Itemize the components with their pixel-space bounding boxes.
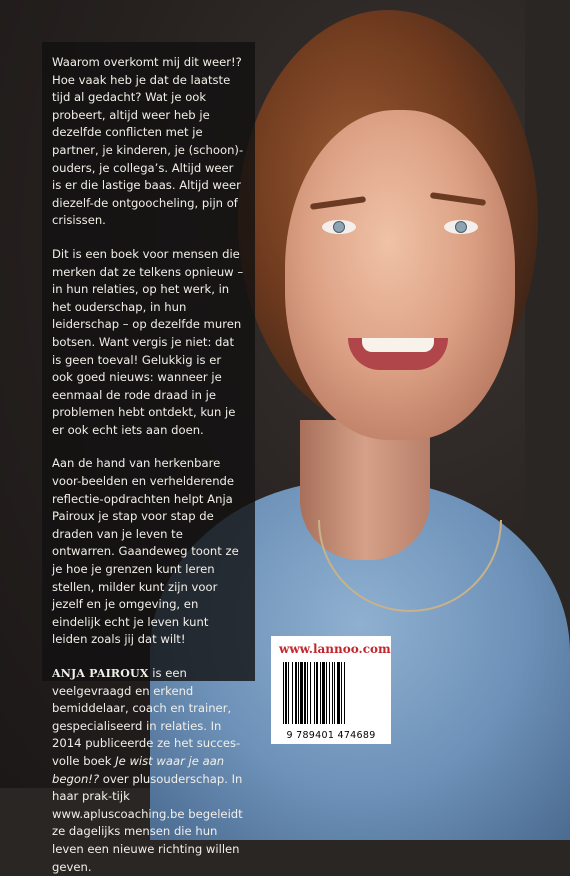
publisher-url[interactable]: www.lannoo.com bbox=[279, 642, 391, 656]
portrait-face bbox=[285, 110, 515, 440]
left-eye bbox=[322, 220, 356, 234]
book-title-reference: Je wist waar je aan begon!? bbox=[52, 753, 225, 786]
right-eye bbox=[444, 220, 478, 234]
isbn-number: 9 789401 474689 bbox=[286, 730, 376, 741]
author-bio-text-2: over plusouderschap. In haar prak-tijk www.apluscoaching.be begeleidt ze dagelijks mensen die hun leven een nieuwe richting willen geven. bbox=[52, 771, 243, 874]
blurb-paragraph-3: Aan de hand van herkenbare voor-beelden en verhelderende reflectie-opdrachten helpt Anja Pairoux je stap voor stap de draden van je leven te ontwarren. Gaandeweg toont ze je hoe je grenzen kunt leren stellen, milder kunt zijn voor jezelf en je omgeving, en eindelijk echt je leven kunt leiden zoals jij dat wilt! bbox=[52, 456, 239, 647]
blurb-paragraph-2: Dit is een boek voor mensen die merken dat ze telkens opnieuw – in hun relaties, op het werk, in het ouderschap, in hun leiderschap – op dezelfde muren botsen. Want vergis je niet: dat is geen toeval! Gelukkig is er ook goed nieuws: wanneer je eenmaal de rode draad in je problemen hebt ontdekt, kun je er ook echt iets aan doen. bbox=[52, 246, 244, 437]
author-bio-text-1: is een veelgevraagd en erkend bemiddelaar, coach en trainer, gespecialiseerd in relaties. In 2014 publiceerde ze het succes-volle boek bbox=[52, 666, 241, 768]
author-bio bbox=[52, 665, 245, 876]
blurb-paragraph-1: Waarom overkomt mij dit weer!? Hoe vaak heb je dat de laatste tijd al gedacht? Wat je ook probeert, altijd weer heb je dezelfde conflicten met je partner, je kinderen, je (schoon)-ouders, je collega’s. Altijd weer is er die lastige baas. Altijd weer diezelf-de ontgoocheling, pijn of crisissen. bbox=[52, 55, 244, 228]
barcode-box bbox=[271, 636, 391, 744]
blurb-panel bbox=[42, 42, 255, 874]
barcode-icon bbox=[283, 662, 379, 724]
author-name: ANJA PAIROUX bbox=[52, 667, 149, 680]
